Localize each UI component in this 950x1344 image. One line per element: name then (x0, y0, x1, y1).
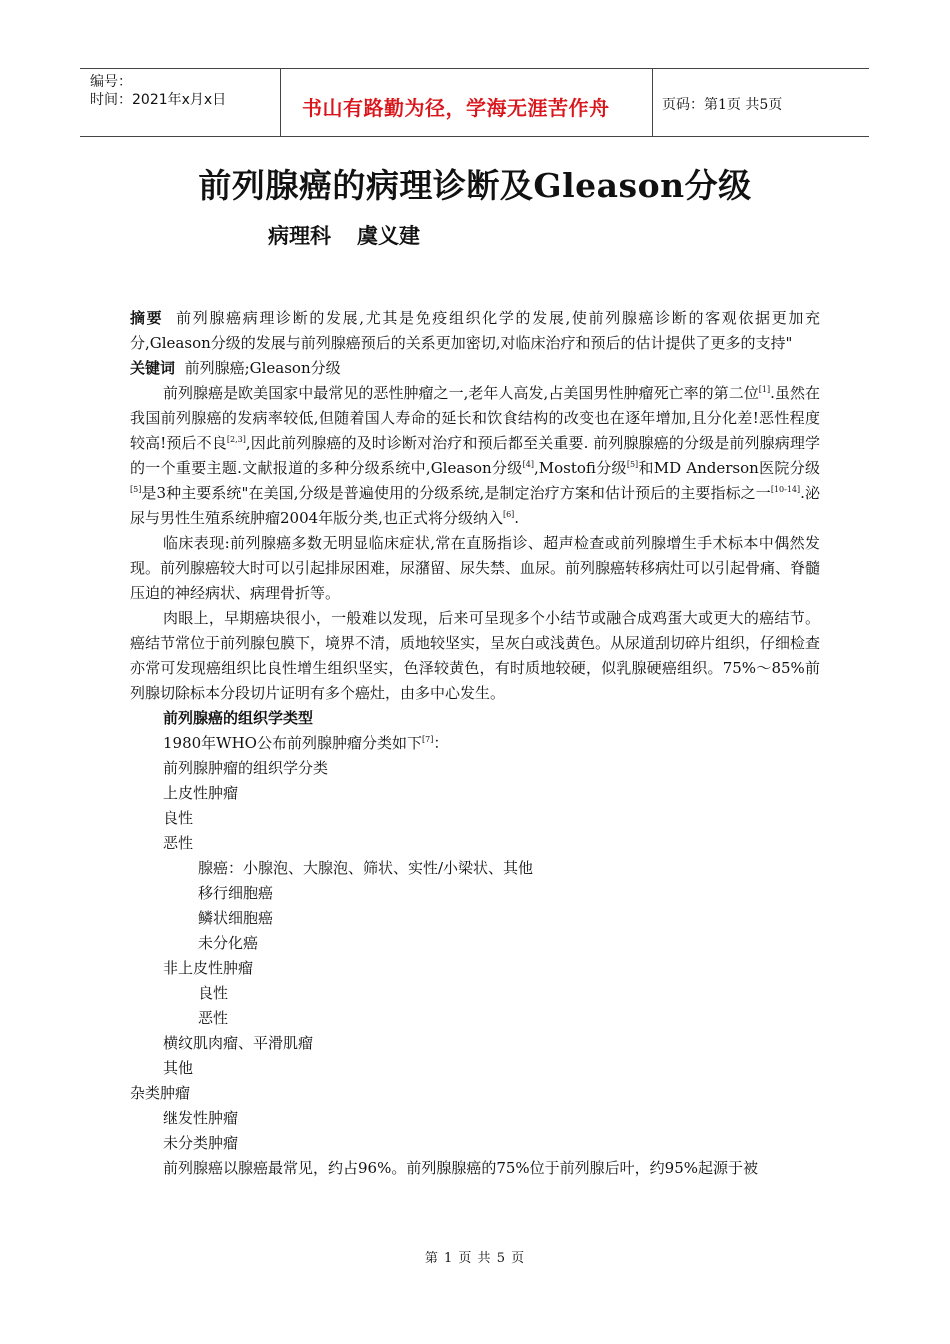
citation-ref: [1] (758, 385, 771, 394)
list-item: 横纹肌肉瘤、平滑肌瘤 (163, 1034, 314, 1052)
list-item: 前列腺肿瘤的组织学分类 (163, 759, 329, 777)
citation-ref: [2,3] (226, 435, 246, 444)
list-item: 良性 (198, 984, 229, 1002)
page-footer: 第 1 页 共 5 页 (424, 1251, 526, 1266)
list-item: 其他 (163, 1059, 194, 1077)
header-table (80, 68, 869, 137)
clinical-paragraph: 临床表现:前列腺癌多数无明显临床症状,常在直肠指诊、超声检查或前列腺增生手术标本中偶然发现。前列腺癌较大时可以引起排尿困难，尿潴留、尿失禁、血尿。前列腺癌转移病灶可以引起骨痛、脊髓压迫的神经病状、病理骨折等。 (130, 534, 821, 602)
number-label: 编号： (90, 74, 132, 90)
citation-ref: [5] (130, 485, 142, 494)
list-item: 继发性肿瘤 (163, 1109, 239, 1127)
citation-ref: [6] (502, 510, 515, 519)
document-body (130, 306, 820, 1181)
continuation-paragraph: 前列腺癌以腺癌最常见，约占96%。前列腺腺癌的75%位于前列腺后叶，约95%起源于被 (163, 1159, 759, 1177)
motto: 书山有路勤为径，学海无涯苦作舟 (302, 96, 610, 120)
author-department: 病理科 (268, 223, 331, 248)
intro-text: 是3种主要系统"在美国,分级是普遍使用的分级系统,是制定治疗方案和估计预后的主要指标之一 (141, 484, 771, 502)
who-line (130, 731, 820, 756)
citation-ref: [5] (626, 460, 639, 469)
citation-ref: [10-14] (770, 485, 801, 494)
abstract-paragraph (130, 306, 820, 356)
list-item: 未分化癌 (198, 934, 259, 952)
list-item: 恶性 (198, 1009, 229, 1027)
intro-text: ,Mostofi分级 (533, 459, 627, 477)
list-item: 恶性 (163, 834, 194, 852)
who-colon: ： (433, 734, 449, 752)
list-item: 杂类肿瘤 (130, 1084, 191, 1102)
document-title: 前列腺癌的病理诊断及Gleason分级 (198, 166, 752, 205)
time-label: 时间：2021年x月x日 (90, 92, 227, 108)
author-name: 虞义建 (357, 223, 420, 248)
abstract-text: 前列腺癌病理诊断的发展,尤其是免疫组织化学的发展,使前列腺癌诊断的客观依据更加充分,Gleason分级的发展与前列腺癌预后的关系更加密切,对临床治疗和预后的估计提供了更多的支持" (130, 309, 820, 352)
intro-text: . (514, 509, 520, 527)
intro-text: 和MD Anderson医院分级 (638, 459, 821, 477)
intro-text: .泌尿与男性生殖系统肿瘤2004年版分类,也正式将分级纳入 (130, 484, 820, 527)
citation-ref: [7] (421, 735, 434, 744)
abstract-label: 摘要 (130, 309, 164, 327)
keywords-paragraph (130, 356, 820, 381)
list-item: 腺癌：小腺泡、大腺泡、筛状、实性/小梁状、其他 (198, 859, 534, 877)
list-item: 上皮性肿瘤 (163, 784, 239, 802)
histology-heading: 前列腺癌的组织学类型 (163, 709, 314, 727)
intro-text: .虽然在我国前列腺癌的发病率较低,但随着国人寿命的延长和饮食结构的改变也在逐年增加,且分化差!恶性程度较高!预后不良 (130, 384, 820, 452)
list-item: 移行细胞癌 (198, 884, 274, 902)
page-label: 页码：第1页 共5页 (662, 97, 783, 113)
header-meta-cell (80, 69, 281, 136)
list-item: 未分类肿瘤 (163, 1134, 239, 1152)
list-item: 良性 (163, 809, 194, 827)
intro-paragraph (130, 381, 820, 531)
header-page-cell (652, 69, 869, 136)
list-item: 非上皮性肿瘤 (163, 959, 254, 977)
keywords-text: 前列腺癌;Gleason分级 (184, 359, 341, 377)
citation-ref: [4] (522, 460, 534, 469)
intro-text: ,因此前列腺癌的及时诊断对治疗和预后都至关重要. 前列腺腺癌的分级是前列腺病理学的一个重要主题.文献报道的多种分级系统中,Gleason分级 (130, 434, 821, 477)
keywords-label: 关键词 (130, 359, 176, 377)
list-item: 鳞状细胞癌 (198, 909, 274, 927)
header-motto-cell (280, 69, 653, 136)
author-line (268, 220, 420, 250)
gross-paragraph: 肉眼上，早期癌块很小，一般难以发现，后来可呈现多个小结节或融合成鸡蛋大或更大的癌结节。癌结节常位于前列腺包膜下，境界不清，质地较坚实，呈灰白或浅黄色。从尿道刮切碎片组织，仔细检查亦常可发现癌组织比良性增生组织坚实，色泽较黄色，有时质地较硬，似乳腺硬癌组织。75%～85%前列腺切除标本分段切片证明有多个癌灶，由多中心发生。 (130, 609, 821, 702)
who-text: 1980年WHO公布前列腺肿瘤分类如下 (163, 734, 422, 752)
intro-text: 前列腺癌是欧美国家中最常见的恶性肿瘤之一,老年人高发,占美国男性肿瘤死亡率的第二位 (163, 384, 759, 402)
